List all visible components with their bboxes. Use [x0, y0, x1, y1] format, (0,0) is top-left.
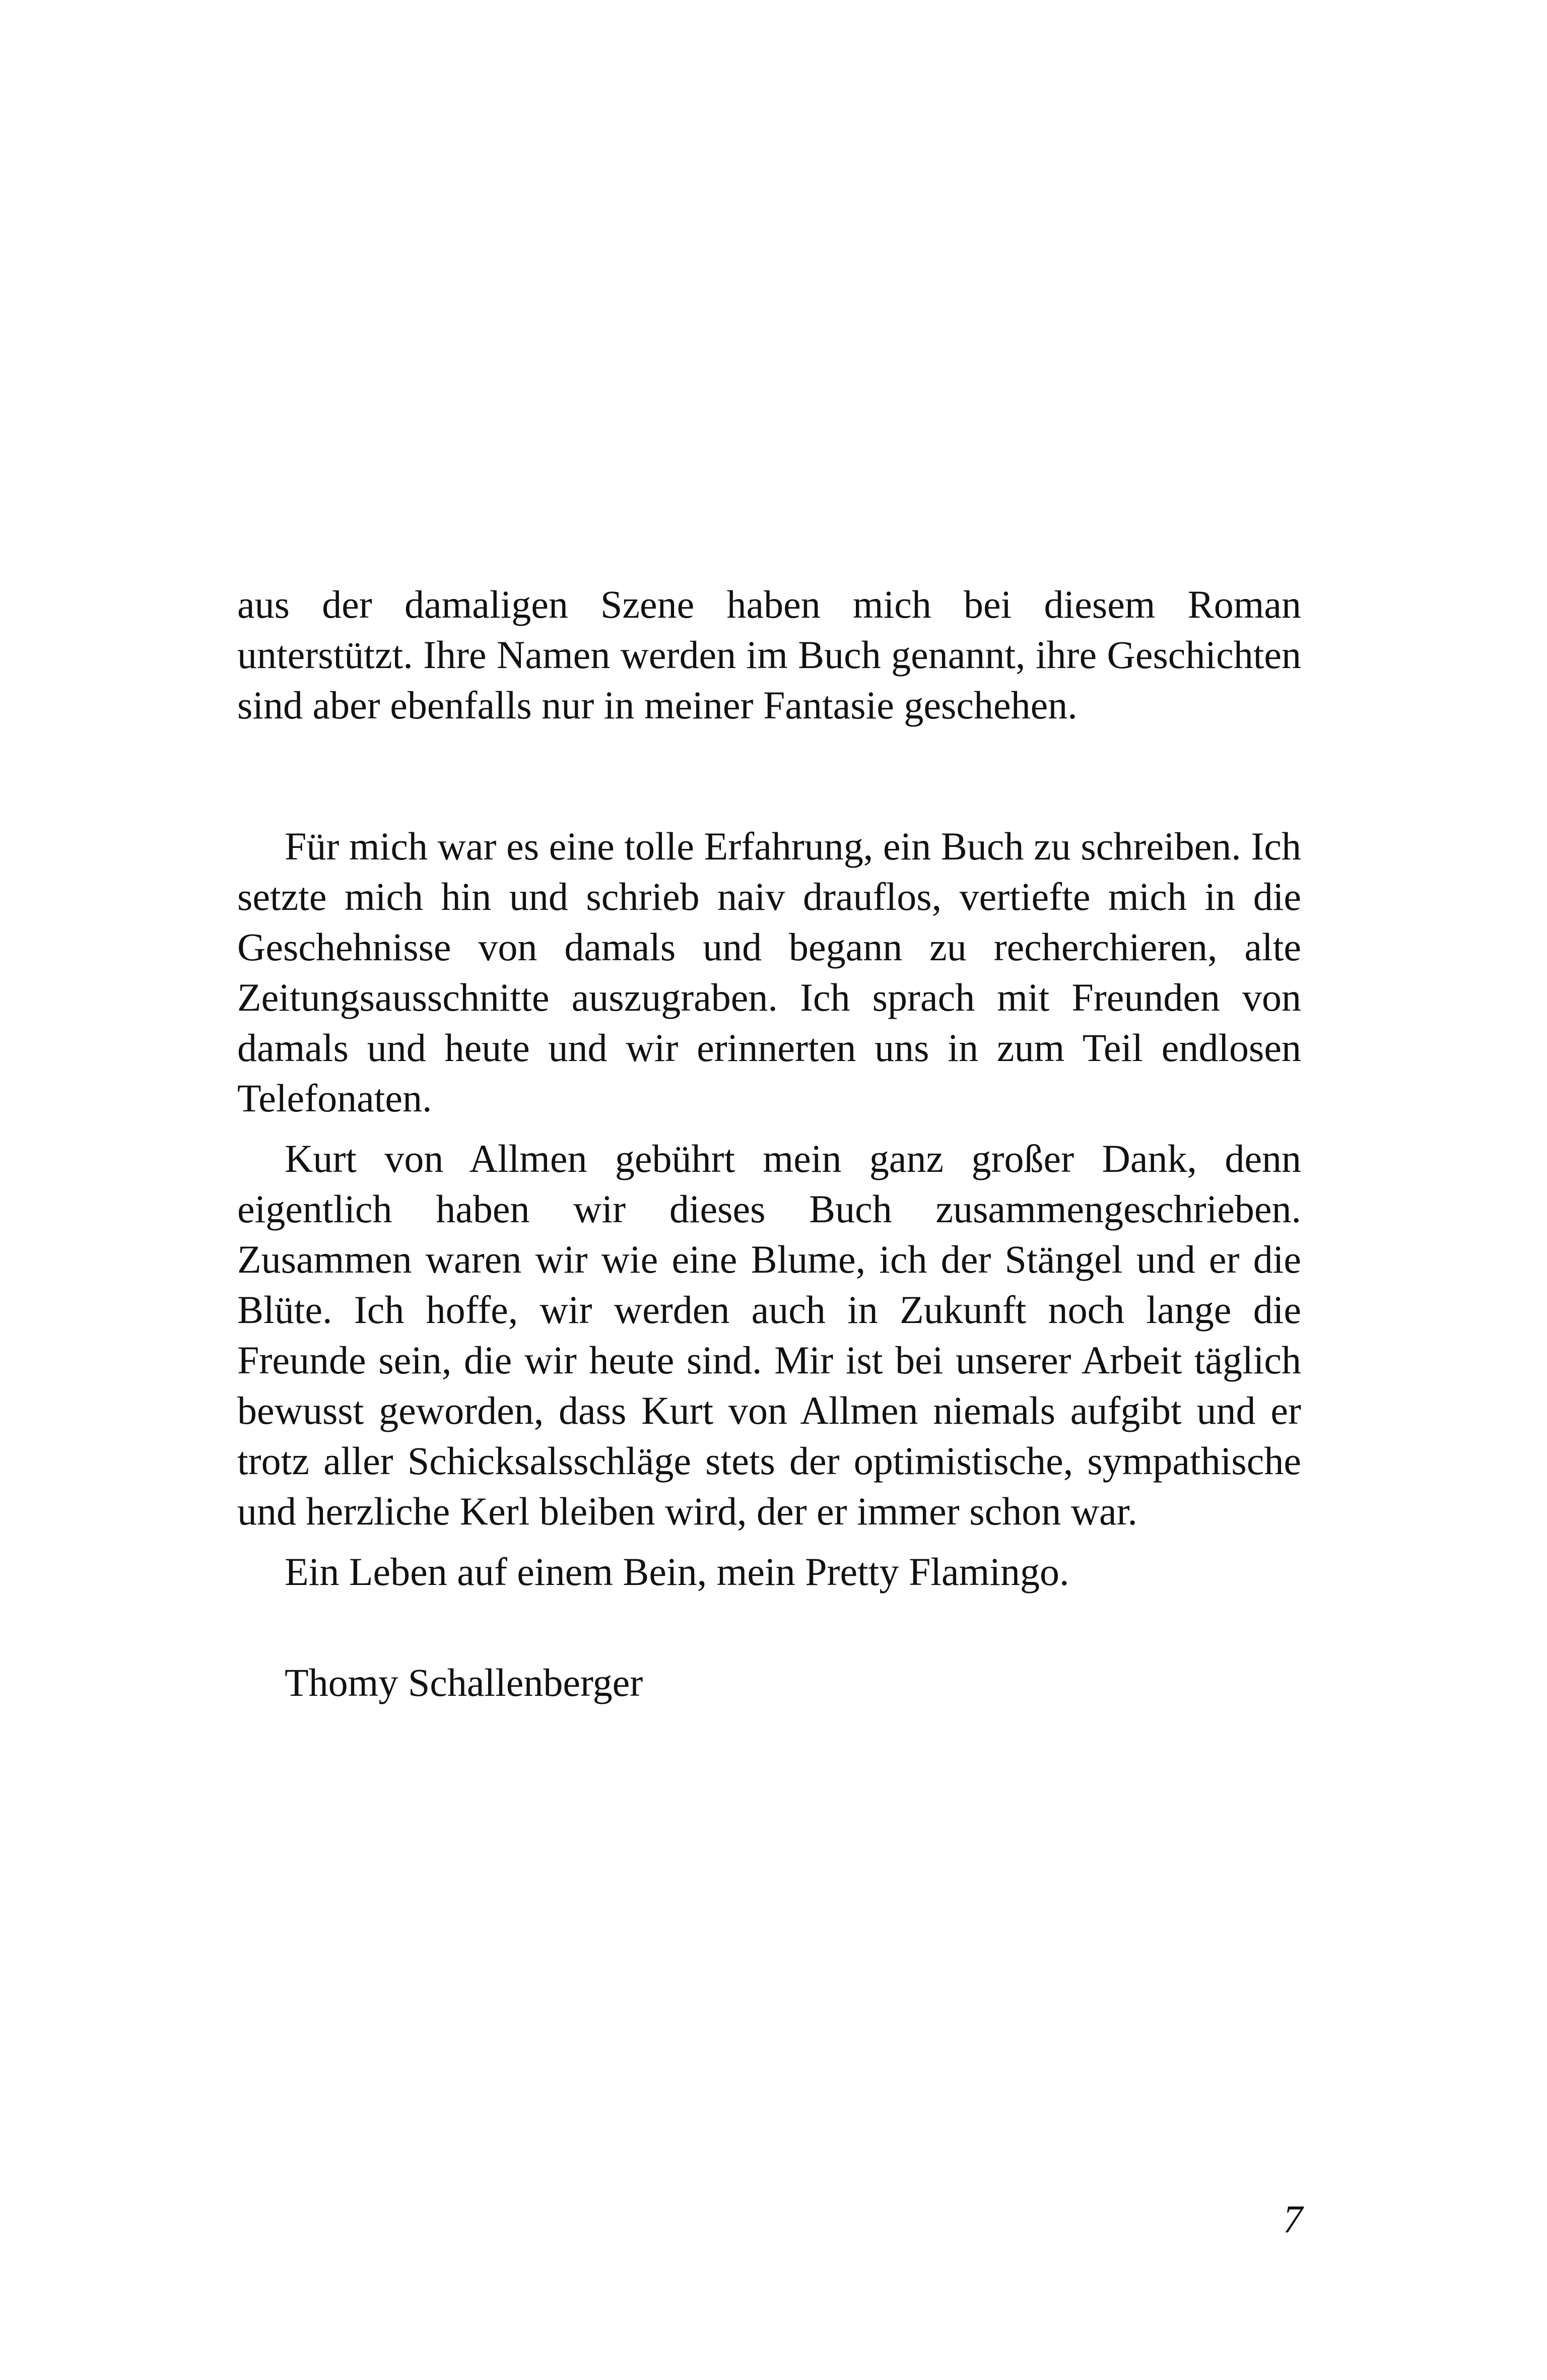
paragraph-experience: Für mich war es eine tolle Erfahrung, ein Buch zu schreiben. Ich setzte mich hin und schrieb naiv drauflos, vertiefte mich in die Geschehnisse von damals und begann zu recherchieren, alte Zeitungsausschnitte auszugraben. Ich sprach mit Freunden von damals und heute und wir erinnerten uns in zum Teil endlosen Telefonaten. [237, 824, 1301, 1120]
body-text [237, 579, 1301, 1708]
paragraph-continuation: aus der damaligen Szene haben mich bei diesem Roman unterstützt. Ihre Namen werden im Buch genannt, ihre Geschichten sind aber ebenfalls nur in meiner Fantasie geschehen. [237, 582, 1301, 727]
page-number: 7 [1283, 2197, 1303, 2241]
author-signature: Thomy Schallenberger [285, 1661, 643, 1704]
paragraph-closing: Ein Leben auf einem Bein, mein Pretty Flamingo. [285, 1550, 1069, 1594]
paragraph-acknowledgement: Kurt von Allmen gebührt mein ganz großer Dank, denn eigentlich haben wir dieses Buch zusammengeschrieben. Zusammen waren wir wie eine Blume, ich der Stängel und er die Blüte. Ich hoffe, wir werden auch in Zukunft noch lange die Freunde sein, die wir heute sind. Mir ist bei unserer Arbeit täglich bewusst geworden, dass Kurt von Allmen niemals aufgibt und er trotz aller Schicksalsschläge stets der optimistische, sympathische und herzliche Kerl bleiben wird, der er immer schon war. [237, 1137, 1301, 1533]
